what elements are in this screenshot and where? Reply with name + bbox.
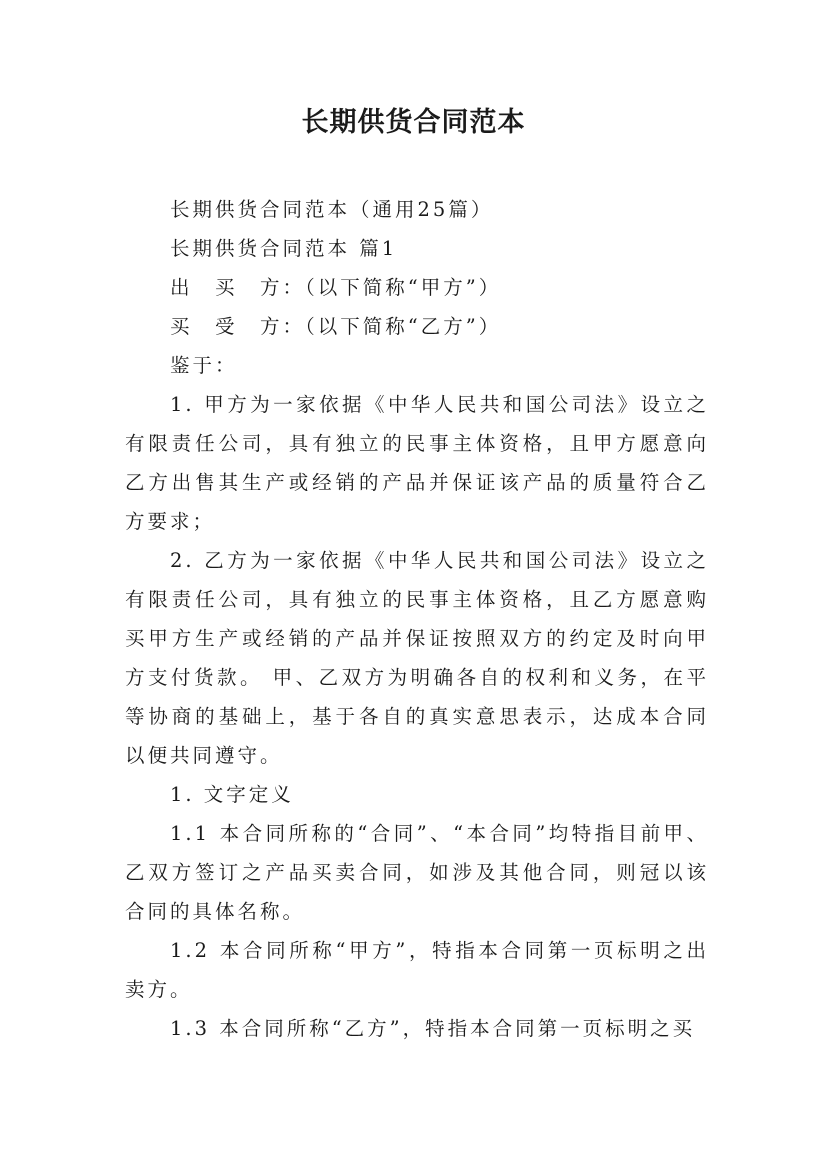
clause-2: 2. 乙方为一家依据《中华人民共和国公司法》设立之有限责任公司，具有独立的民事主体资格，且乙方愿意购买甲方生产或经销的产品并保证按照双方的约定及时向甲方支付货款。 甲、乙双方为明确各自的权利和义务，在平等协商的基础上，基于各自的真实意思表示，达成本合同以便共同遵守。 <box>125 549 709 767</box>
seller-line: 出 买 方：（以下简称“甲方”） <box>170 276 502 299</box>
whereas-label: 鉴于： <box>170 354 238 377</box>
definition-1-2: 1.2 本合同所称“甲方”，特指本合同第一页标明之出卖方。 <box>125 939 709 1001</box>
section-heading: 长期供货合同范本 篇1 <box>170 237 398 260</box>
buyer-line: 买 受 方：（以下简称“乙方”） <box>170 315 502 338</box>
definitions-heading: 1. 文字定义 <box>170 783 294 806</box>
definition-1-3: 1.3 本合同所称“乙方”，特指本合同第一页标明之买 <box>170 1017 696 1040</box>
document-title: 长期供货合同范本 <box>301 107 526 138</box>
document-subtitle: 长期供货合同范本（通用25篇） <box>170 198 494 221</box>
clause-1: 1. 甲方为一家依据《中华人民共和国公司法》设立之有限责任公司，具有独立的民事主体资格，且甲方愿意向乙方出售其生产或经销的产品并保证该产品的质量符合乙方要求； <box>125 393 709 533</box>
document-body <box>125 190 709 1048</box>
definition-1-1: 1.1 本合同所称的“合同”、“本合同”均特指目前甲、乙双方签订之产品买卖合同，如涉及其他合同，则冠以该合同的具体名称。 <box>125 822 709 923</box>
